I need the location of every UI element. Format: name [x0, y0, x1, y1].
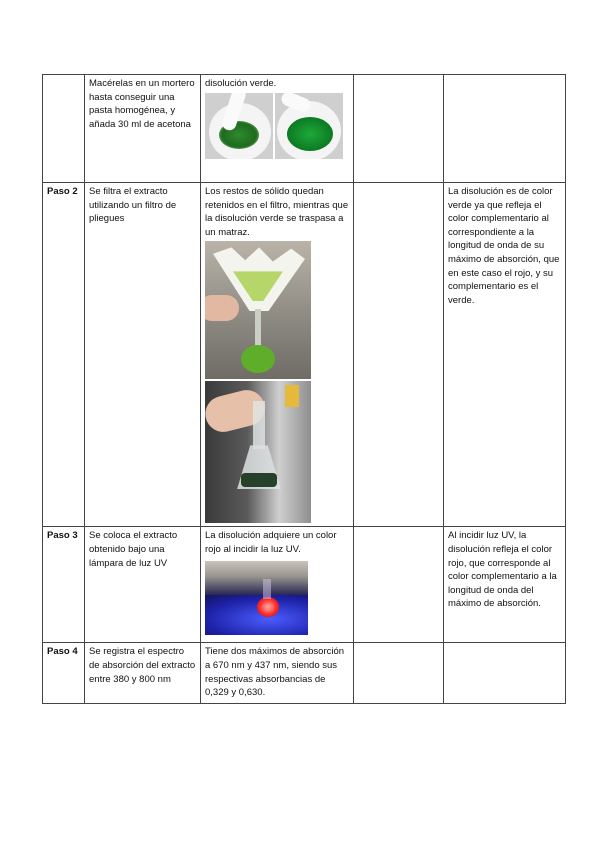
table-row	[43, 75, 566, 183]
procedure-table	[42, 74, 566, 704]
action-cell: Se filtra el extracto utilizando un filtro de pliegues	[85, 183, 201, 527]
step-cell: Paso 3	[43, 527, 85, 643]
table-row	[43, 527, 566, 643]
explanation-cell: Al incidir luz UV, la disolución refleja el color rojo, que corresponde al color complementario a la longitud de onda del máximo de absorción.	[444, 527, 566, 643]
observation-text: disolución verde.	[205, 78, 277, 89]
explanation-cell: La disolución es de color verde ya que refleja el color complementario al correspondiente a la longitud de onda de su máximo de absorción, que en este caso el rojo, y su complementario es el verde.	[444, 183, 566, 527]
observation-text: La disolución adquiere un color rojo al incidir la luz UV.	[205, 530, 337, 555]
observation-cell	[201, 75, 354, 183]
action-cell: Se coloca el extracto obtenido bajo una lámpara de luz UV	[85, 527, 201, 643]
mortar-leaves-photo	[205, 93, 273, 159]
observation-text: Los restos de sólido quedan retenidos en el filtro, mientras que la disolución verde se traspasa a un matraz.	[205, 186, 349, 238]
table-row	[43, 183, 566, 527]
explanation-cell	[444, 75, 566, 183]
mortar-photos	[205, 93, 349, 159]
observation-cell	[201, 183, 354, 527]
observation-cell: Tiene dos máximos de absorción a 670 nm y 437 nm, siendo sus respectivas absorbancias de 0,329 y 0,630.	[201, 643, 354, 703]
action-cell: Macérelas en un mortero hasta conseguir una pasta homogénea, y añada 30 ml de acetona	[85, 75, 201, 183]
mortar-paste-photo	[275, 93, 343, 159]
empty-cell	[354, 75, 444, 183]
observation-cell	[201, 527, 354, 643]
empty-cell	[354, 183, 444, 527]
empty-cell	[354, 527, 444, 643]
empty-cell	[354, 643, 444, 703]
step-cell: Paso 4	[43, 643, 85, 703]
table-row	[43, 643, 566, 703]
step-cell	[43, 75, 85, 183]
filter-funnel-photo	[205, 241, 311, 379]
flask-photo	[205, 381, 311, 523]
explanation-cell	[444, 643, 566, 703]
uv-lamp-photo	[205, 561, 308, 635]
step-cell: Paso 2	[43, 183, 85, 527]
action-cell: Se registra el espectro de absorción del extracto entre 380 y 800 nm	[85, 643, 201, 703]
